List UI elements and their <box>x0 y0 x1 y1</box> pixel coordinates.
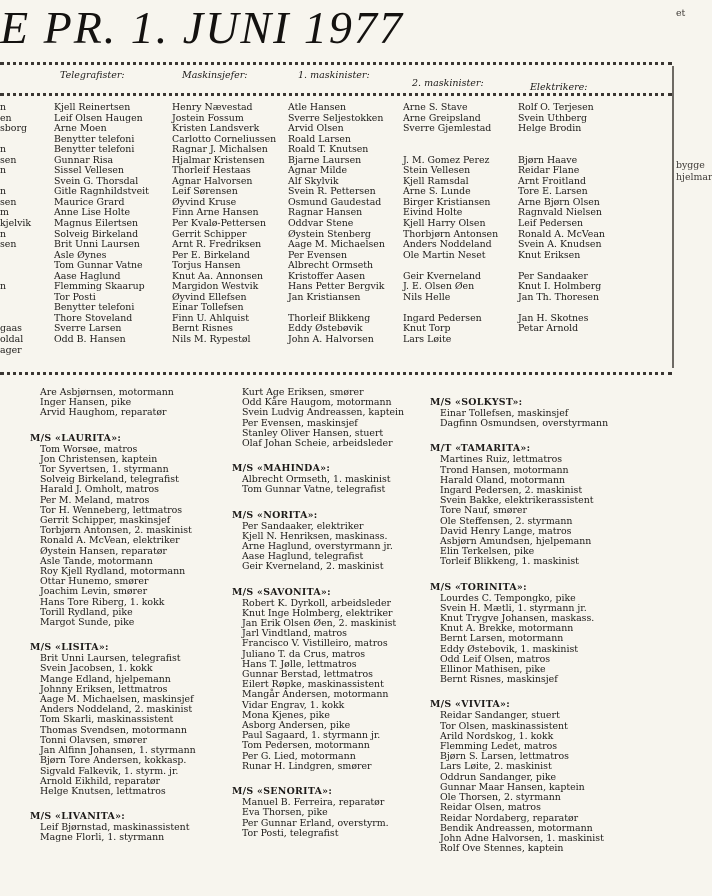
crew-member: Svein H. Mætli, 1. styrmann jr. <box>440 602 587 614</box>
officer-name: Per Evensen <box>288 249 348 261</box>
crew-member: Odd Leif Olsen, matros <box>440 653 551 665</box>
left-edge-fragment: oldal <box>0 334 24 346</box>
crew-member: Tom Gunnar Vatne, telegrafist <box>242 484 386 496</box>
officer-name: Albrecht Ormseth <box>288 260 374 272</box>
crew-member: Elin Terkelsen, pike <box>440 546 535 558</box>
crew-member: Øystein Hansen, reparatør <box>40 545 167 557</box>
right-edge-fragment: hjelmar <box>676 172 712 183</box>
officer-name: Hans Petter Bergvik <box>288 281 385 293</box>
crew-member: Solveig Birkeland, telegrafist <box>40 474 179 486</box>
column-header-telegrafister: Telegrafister: <box>60 70 125 81</box>
crew-member: Ellinor Mathisen, pike <box>440 664 546 676</box>
officer-name: Leif Sørensen <box>172 186 238 198</box>
left-edge-fragment <box>0 293 14 304</box>
crew-member: Asbjørn Amundsen, hjelpemann <box>440 536 592 548</box>
crew-member: Einar Tollefsen, maskinsjef <box>440 408 569 419</box>
right-edge-fragments <box>676 0 712 896</box>
crew-member: Ole Steffensen, 2. styrmann <box>440 515 573 527</box>
officer-name: Solveig Birkeland <box>54 228 139 240</box>
officer-column-telegrafister <box>54 103 149 346</box>
crew-member: Helge Knutsen, lettmatros <box>40 785 166 797</box>
officer-name: Thorleif Blikkeng <box>288 312 371 324</box>
officer-name: Agnar Halvorsen <box>172 175 253 187</box>
officer-name: Arnt Froitland <box>518 175 587 187</box>
crew-member: Torleif Blikkeng, 1. maskinist <box>440 556 579 568</box>
left-edge-fragment: kjelvik <box>0 218 32 230</box>
crew-list <box>440 455 608 567</box>
ship-block-savonita <box>232 587 404 772</box>
crew-member: Magne Florli, 1. styrmann <box>40 832 165 844</box>
crew-list <box>242 475 404 495</box>
left-edge-fragment: n <box>0 165 7 177</box>
officer-name: J. M. Gomez Perez <box>403 154 490 166</box>
officer-name: Kjell Ramsdal <box>403 175 469 187</box>
crew-member: Hans T. Jølle, lettmatros <box>242 658 357 670</box>
crew-member: Thomas Svendsen, motormann <box>40 724 187 736</box>
crew-member: Joachim Levin, smører <box>40 586 148 598</box>
crew-member: Eva Thorsen, pike <box>242 807 328 819</box>
ship-name: M/S «TORINITA»: <box>430 581 527 593</box>
officer-name: Per Sandaaker <box>518 270 588 282</box>
crew-member: Torill Rydland, pike <box>40 606 133 618</box>
crew-member: Rolf Ove Stennes, kaptein <box>440 843 564 855</box>
crew-member: Inger Hansen, pike <box>40 397 132 409</box>
crew-list <box>440 594 608 686</box>
officer-name: Ole Martin Neset <box>403 249 486 261</box>
left-edge-fragment: sen <box>0 196 17 208</box>
column-header-maskinsjefer: Maskinsjefer: <box>182 70 248 81</box>
crew-member: Harald Oland, motormann <box>440 474 566 486</box>
officer-name: John A. Halvorsen <box>288 334 374 346</box>
crew-member: Runar H. Lindgren, smører <box>242 760 372 772</box>
crew-list <box>40 654 196 797</box>
officer-name: Svein G. Thorsdal <box>54 175 139 187</box>
officer-name: Tom Gunnar Vatne <box>54 260 143 272</box>
officer-name: Arvid Olsen <box>288 123 344 135</box>
crew-member: Robert K. Dyrkoll, arbeidsleder <box>242 597 392 609</box>
officer-name: Helge Brodin <box>518 123 582 135</box>
crew-member: Tor Posti, telegrafist <box>242 827 339 839</box>
crew-member: Oddrun Sandanger, pike <box>440 771 557 783</box>
crew-list <box>440 711 608 854</box>
officer-name: Rolf O. Terjesen <box>518 102 594 113</box>
left-edge-fragment: n <box>0 228 7 240</box>
officer-name: Per E. Birkeland <box>172 249 250 261</box>
officer-name: Odd B. Hansen <box>54 334 126 346</box>
crew-list <box>40 388 196 419</box>
crew-member: Bjørn S. Larsen, lettmatros <box>440 751 569 763</box>
officer-name: Oddvar Stene <box>288 218 354 230</box>
crew-list <box>40 823 196 843</box>
crew-member: Mangår Andersen, motormann <box>242 689 389 701</box>
left-edge-fragment: gaas <box>0 323 22 335</box>
crew-member: Ole Thorsen, 2. styrmann <box>440 792 561 804</box>
header-rule <box>0 93 672 96</box>
officer-name: Thorleif Hestaas <box>172 165 251 177</box>
officer-name: Margidon Westvik <box>172 281 259 293</box>
crew-member: Ingard Pedersen, 2. maskinist <box>440 485 583 497</box>
crew-member: Asborg Andersen, pike <box>242 720 351 732</box>
officer-name: Leif Pedersen <box>518 218 584 230</box>
left-edge-fragments <box>0 102 32 356</box>
officer-name: Ragnar Hansen <box>288 207 363 219</box>
ship-block-tamarita <box>430 443 608 567</box>
crew-member: Arvid Haughom, reparatør <box>40 407 167 419</box>
crew-list <box>242 522 404 573</box>
crew-member: Tom Pedersen, motormann <box>242 740 370 752</box>
crew-member: Tor H. Wenneberg, lettmatros <box>40 504 183 516</box>
officer-name: Arne S. Stave <box>403 102 468 113</box>
officer-name: Jan H. Skotnes <box>518 312 589 324</box>
officer-name: Petar Arnold <box>518 323 579 335</box>
ship-column-2 <box>232 388 404 839</box>
crew-member: Reidar Nordaberg, reparatør <box>440 812 579 824</box>
crew-member: Johnny Eriksen, lettmatros <box>40 683 168 695</box>
officer-name: Eivind Holte <box>403 207 463 219</box>
crew-member: Tor Olsen, maskinassistent <box>440 720 568 732</box>
crew-member: Svein Bakke, elektrikerassistent <box>440 495 594 507</box>
officer-name: Arne Bjørn Olsen <box>518 196 600 208</box>
officer-name: Kristen Landsverk <box>172 123 260 135</box>
crew-member: Trond Hansen, motormann <box>440 464 569 476</box>
officer-name: Sissel Vellesen <box>54 165 124 177</box>
column-header-elektrikere: Elektrikere: <box>530 82 588 93</box>
left-edge-fragment: n <box>0 102 7 113</box>
ship-block-solkyst <box>430 397 608 429</box>
crew-member: Hans Tore Riberg, 1. kokk <box>40 596 165 608</box>
officer-name: Alf Skylvik <box>288 175 339 187</box>
officer-name <box>403 135 498 146</box>
officer-name: Kristoffer Aasen <box>288 270 366 282</box>
ship-name: M/S «LAURITA»: <box>30 432 122 444</box>
crew-member: Jan Alfinn Johansen, 1. styrmann <box>40 745 196 757</box>
officer-name: Atle Hansen <box>288 102 347 113</box>
right-edge-fragment: bygge <box>676 160 705 171</box>
officer-name: Kjell Reinertsen <box>54 102 131 113</box>
crew-member: Mona Kjenes, pike <box>242 709 330 721</box>
left-edge-fragment <box>0 261 14 272</box>
crew-member: Reidar Sandanger, stuert <box>440 710 560 722</box>
officer-name: Arne Greipsland <box>403 112 481 124</box>
officer-name: Nils Helle <box>403 291 451 303</box>
officer-name: Øystein Stenberg <box>288 228 371 240</box>
crew-member: Martines Ruiz, lettmatros <box>440 454 563 466</box>
crew-member: Brit Unni Laursen, telegrafist <box>40 653 181 665</box>
crew-member: Tor Syvertsen, 1. styrmann <box>40 464 169 476</box>
crew-member: Kjell N. Henriksen, maskinass. <box>242 530 388 542</box>
page-heading: E PR. 1. JUNI 1977 <box>0 2 404 53</box>
ship-name: M/T «TAMARITA»: <box>430 443 531 455</box>
officer-name: Øyvind Kruse <box>172 196 237 208</box>
crew-member: Stanley Oliver Hansen, stuert <box>242 427 384 439</box>
ship-name: M/S «MAHINDA»: <box>232 463 331 475</box>
ship-column-3 <box>430 397 608 854</box>
crew-member: Bjørn Tore Andersen, kokkasp. <box>40 755 187 767</box>
crew-member: Per M. Meland, matros <box>40 494 150 506</box>
left-edge-fragment: n <box>0 144 7 156</box>
officer-name: Ingard Pedersen <box>403 312 482 324</box>
officer-name: Thorbjørn Antonsen <box>403 228 499 240</box>
top-rule <box>0 62 672 65</box>
officer-name: Birger Kristiansen <box>403 196 491 208</box>
column-header-maskinister2: 2. maskinister: <box>412 78 484 89</box>
officer-name: Leif Olsen Haugen <box>54 112 143 124</box>
officer-name: Agnar Milde <box>288 165 348 177</box>
crew-member: Knut Trygve Johansen, maskass. <box>440 613 595 625</box>
officer-name: Jan Kristiansen <box>288 291 361 303</box>
officer-name: Kjell Harry Olsen <box>403 218 486 230</box>
crew-member: Gunnar Maar Hansen, kaptein <box>440 781 585 793</box>
crew-member: Asle Tande, motormann <box>40 555 153 567</box>
left-edge-fragment: m <box>0 207 9 219</box>
crew-member: Tom Skarli, maskinassistent <box>40 714 174 726</box>
ship-block-cont-2 <box>232 388 404 449</box>
crew-member: Gerrit Schipper, maskinsjef <box>40 515 171 527</box>
crew-member: Knut Inge Holmberg, elektriker <box>242 607 393 619</box>
officer-name: Henry Nævestad <box>172 102 253 113</box>
officer-name: Asle Øynes <box>54 249 107 261</box>
crew-member: Ronald A. McVean, elektriker <box>40 535 180 547</box>
officer-name: Bjarne Laursen <box>288 154 362 166</box>
column-header-maskinister1: 1. maskinister: <box>298 70 370 81</box>
officer-name: Svein A. Knudsen <box>518 239 602 251</box>
ship-block-livanita <box>30 811 196 843</box>
officer-name: Bjørn Haave <box>518 154 578 166</box>
crew-member: Kurt Age Eriksen, smører <box>242 387 364 398</box>
officer-column-maskinister1 <box>288 103 385 346</box>
officer-name: Gunnar Risa <box>54 154 114 166</box>
crew-list <box>440 409 608 429</box>
officer-name: Ragnvald Nielsen <box>518 207 602 219</box>
crew-member: Jan Erik Olsen Øen, 2. maskinist <box>242 618 397 630</box>
officer-name: Reidar Flane <box>518 165 580 177</box>
officer-name: Bernt Risnes <box>172 323 233 335</box>
ship-block-vivita <box>430 699 608 854</box>
officer-name: Jan Th. Thoresen <box>518 291 599 303</box>
crew-member: Anders Noddeland, 2. maskinist <box>40 704 193 716</box>
right-edge-fragment: et <box>676 8 686 19</box>
crew-member: Svein Jacobsen, 1. kokk <box>40 663 153 675</box>
ship-block-cont-1 <box>30 388 196 419</box>
officer-name: Finn Arne Hansen <box>172 207 259 219</box>
crew-member: Per G. Lied, motormann <box>242 750 356 762</box>
crew-member: Mange Edland, hjelpemann <box>40 673 171 685</box>
crew-member: Dagfinn Osmundsen, overstyrmann <box>440 418 609 430</box>
officer-column-maskinsjefer <box>172 103 276 346</box>
crew-member: Tore Nauf, smører <box>440 505 527 517</box>
crew-member: John Adne Halvorsen, 1. maskinist <box>440 832 604 844</box>
officer-name: Anders Noddeland <box>403 239 492 251</box>
officer-name: Stein Vellesen <box>403 165 471 177</box>
left-edge-fragment: sborg <box>0 123 27 135</box>
crew-member: Odd Kåre Haugom, motormann <box>242 397 392 409</box>
officer-name: Roald T. Knutsen <box>288 144 369 156</box>
column-headers <box>0 70 700 93</box>
officer-name: Knut I. Holmberg <box>518 281 602 293</box>
crew-member: Francisco V. Vistilleiro, matros <box>242 638 388 650</box>
crew-member: Eilert Røpke, maskinassistent <box>242 679 384 691</box>
officer-name: Gitle Ragnhildstveit <box>54 186 149 198</box>
officer-name: Einar Tollefsen <box>172 302 244 314</box>
ship-name: M/S «LIVANITA»: <box>30 811 126 823</box>
officer-name: Benytter telefoni <box>54 144 135 156</box>
ship-name: M/S «SOLKYST»: <box>430 397 523 408</box>
crew-member: Paul Sagaard, 1. styrmann jr. <box>242 730 381 742</box>
officer-name: Geir Kverneland <box>403 270 482 282</box>
crew-member: Eddy Østebovik, 1. maskinist <box>440 643 579 655</box>
crew-member: Lars Løite, 2. maskinist <box>440 761 552 773</box>
crew-member: Gunnar Berstad, lettmatros <box>242 669 373 681</box>
ship-block-mahinda <box>232 463 404 495</box>
left-edge-fragment: n <box>0 186 7 198</box>
officer-name: Nils M. Rypestøl <box>172 334 251 346</box>
officer-column-maskinister2 <box>403 103 498 346</box>
ship-name: M/S «LISITA»: <box>30 642 109 654</box>
left-edge-fragment <box>0 303 14 314</box>
crew-member: Arne Haglund, overstyrmann jr. <box>242 541 393 553</box>
officer-name: Anne Lise Holte <box>54 207 131 219</box>
officer-name: Thore Stoveland <box>54 312 133 324</box>
officer-name: Arne Moen <box>54 123 107 135</box>
officer-column-elektrikere <box>518 103 605 335</box>
officer-name: Magnus Eilertsen <box>54 218 139 230</box>
crew-member: Juliano T. da Crus, matros <box>242 648 366 660</box>
officer-name: Sverre Gjemlestad <box>403 123 492 135</box>
crew-member: Jarl Vindtland, matros <box>242 628 347 640</box>
officer-name: Finn U. Ahlquist <box>172 312 249 324</box>
crew-member: Arnold Eikhild, reparatør <box>40 775 161 787</box>
officer-name: Lars Løite <box>403 334 452 346</box>
crew-member: Per Sandaaker, elektriker <box>242 520 364 532</box>
ship-block-senorita <box>232 786 404 839</box>
officer-name: J. E. Olsen Øen <box>403 281 475 293</box>
officer-name: Sverre Seljestokken <box>288 112 384 124</box>
officer-name: Carlotto Corneliussen <box>172 133 277 145</box>
left-edge-fragment: en <box>0 112 12 124</box>
crew-member: Olaf Johan Scheie, arbeidsleder <box>242 438 393 450</box>
crew-member: Knut A. Brekke, motormann <box>440 623 574 635</box>
left-edge-fragment: sen <box>0 239 17 251</box>
officer-name: Svein Uthberg <box>518 112 588 124</box>
officer-name: Tore E. Larsen <box>518 186 588 198</box>
crew-member: Torbjørn Antonsen, 2. maskinist <box>40 525 192 537</box>
left-edge-fragment: sen <box>0 154 17 166</box>
column-separator <box>672 66 674 368</box>
ship-block-norita <box>232 510 404 573</box>
officer-name: Hjalmar Kristensen <box>172 154 265 166</box>
left-edge-fragment: ager <box>0 344 22 356</box>
crew-member: Leif Bjørnstad, maskinassistent <box>40 822 190 834</box>
officer-name: Ronald A. McVean <box>518 228 605 240</box>
middle-rule <box>0 372 672 375</box>
ship-name: M/S «NORITA»: <box>232 509 318 521</box>
crew-member: Tonni Olavsen, smører <box>40 734 148 746</box>
crew-member: Lourdes C. Tempongko, pike <box>440 592 576 604</box>
officer-name: Per Kvalø-Pettersen <box>172 218 266 230</box>
ship-column-1 <box>30 388 196 844</box>
crew-list <box>242 599 404 772</box>
officer-name: Benytter telefoni <box>54 133 135 145</box>
crew-member: Flemming Ledet, matros <box>440 741 558 753</box>
crew-member: David Henry Lange, matros <box>440 525 572 537</box>
ship-name: M/S «SAVONITA»: <box>232 586 331 598</box>
officer-name: Flemming Skaarup <box>54 281 145 293</box>
ship-name: M/S «SENORITA»: <box>232 786 333 798</box>
officer-name: Tor Posti <box>54 291 96 303</box>
officer-name: Eddy Østebøvik <box>288 323 363 335</box>
crew-member: Ottar Hunemo, smører <box>40 576 149 588</box>
officer-name: Osmund Gaudestad <box>288 196 382 208</box>
officer-name <box>518 135 605 146</box>
officer-name: Sverre Larsen <box>54 323 122 335</box>
officer-name: Svein R. Pettersen <box>288 186 376 198</box>
crew-member: Harald J. Omholt, matros <box>40 484 159 496</box>
officer-name: Torjus Hansen <box>172 260 241 272</box>
ship-block-torinita <box>430 582 608 686</box>
crew-member: Svein Ludvig Andreassen, kaptein <box>242 407 405 419</box>
crew-member: Vidar Engrav, 1. kokk <box>242 699 345 711</box>
crew-member: Arild Nordskog, 1. kokk <box>440 730 554 742</box>
crew-member: Bernt Risnes, maskinsjef <box>440 674 558 686</box>
officer-name: Knut Eriksen <box>518 249 581 261</box>
officer-name: Aase Haglund <box>54 270 121 282</box>
officer-name: Jostein Fossum <box>172 112 244 124</box>
officer-name: Brit Unni Laursen <box>54 239 140 251</box>
crew-member: Albrecht Ormseth, 1. maskinist <box>242 474 391 486</box>
crew-member: Bendik Andreassen, motormann <box>440 822 593 834</box>
crew-member: Aage M. Michaelsen, maskinsjef <box>40 694 194 706</box>
crew-member: Bernt Larsen, motormann <box>440 633 564 645</box>
officer-name: Maurice Grard <box>54 196 125 208</box>
officer-name: Arne S. Lunde <box>403 186 471 198</box>
crew-member: Roy Kjell Rydland, motormann <box>40 566 186 578</box>
crew-member: Jon Christensen, kaptein <box>40 453 158 465</box>
officer-name: Benytter telefoni <box>54 302 135 314</box>
left-edge-fragment <box>0 251 14 262</box>
crew-member: Manuel B. Ferreira, reparatør <box>242 797 385 809</box>
crew-member: Geir Kverneland, 2. maskinist <box>242 561 384 573</box>
crew-member: Margot Sunde, pike <box>40 617 135 629</box>
crew-member: Per Gunnar Erland, overstyrm. <box>242 817 389 829</box>
officer-name: Knut Aa. Annonsen <box>172 270 264 282</box>
officer-name: Arnt R. Fredriksen <box>172 239 262 251</box>
crew-list <box>242 388 404 449</box>
crew-member: Are Asbjørnsen, motormann <box>40 387 174 398</box>
ship-block-laurita <box>30 433 196 629</box>
officer-name: Roald Larsen <box>288 133 351 145</box>
crew-member: Per Evensen, maskinsjef <box>242 417 358 429</box>
ship-name: M/S «VIVITA»: <box>430 699 510 711</box>
officer-name: Aage M. Michaelsen <box>288 239 385 251</box>
crew-member: Aase Haglund, telegrafist <box>242 551 364 563</box>
left-edge-fragment: n <box>0 281 7 293</box>
crew-member: Sigvald Falkevik, 1. styrm. jr. <box>40 765 179 777</box>
officer-name: Ragnar J. Michalsen <box>172 144 268 156</box>
crew-member: Reidar Olsen, matros <box>440 802 541 814</box>
officer-name: Gerrit Schipper <box>172 228 247 240</box>
crew-list <box>242 798 404 839</box>
crew-list <box>40 445 196 629</box>
crew-member: Tom Worsøe, matros <box>40 443 138 455</box>
officer-name: Øyvind Ellefsen <box>172 291 247 303</box>
ship-block-lisita <box>30 642 196 797</box>
officer-name: Knut Torp <box>403 323 451 335</box>
